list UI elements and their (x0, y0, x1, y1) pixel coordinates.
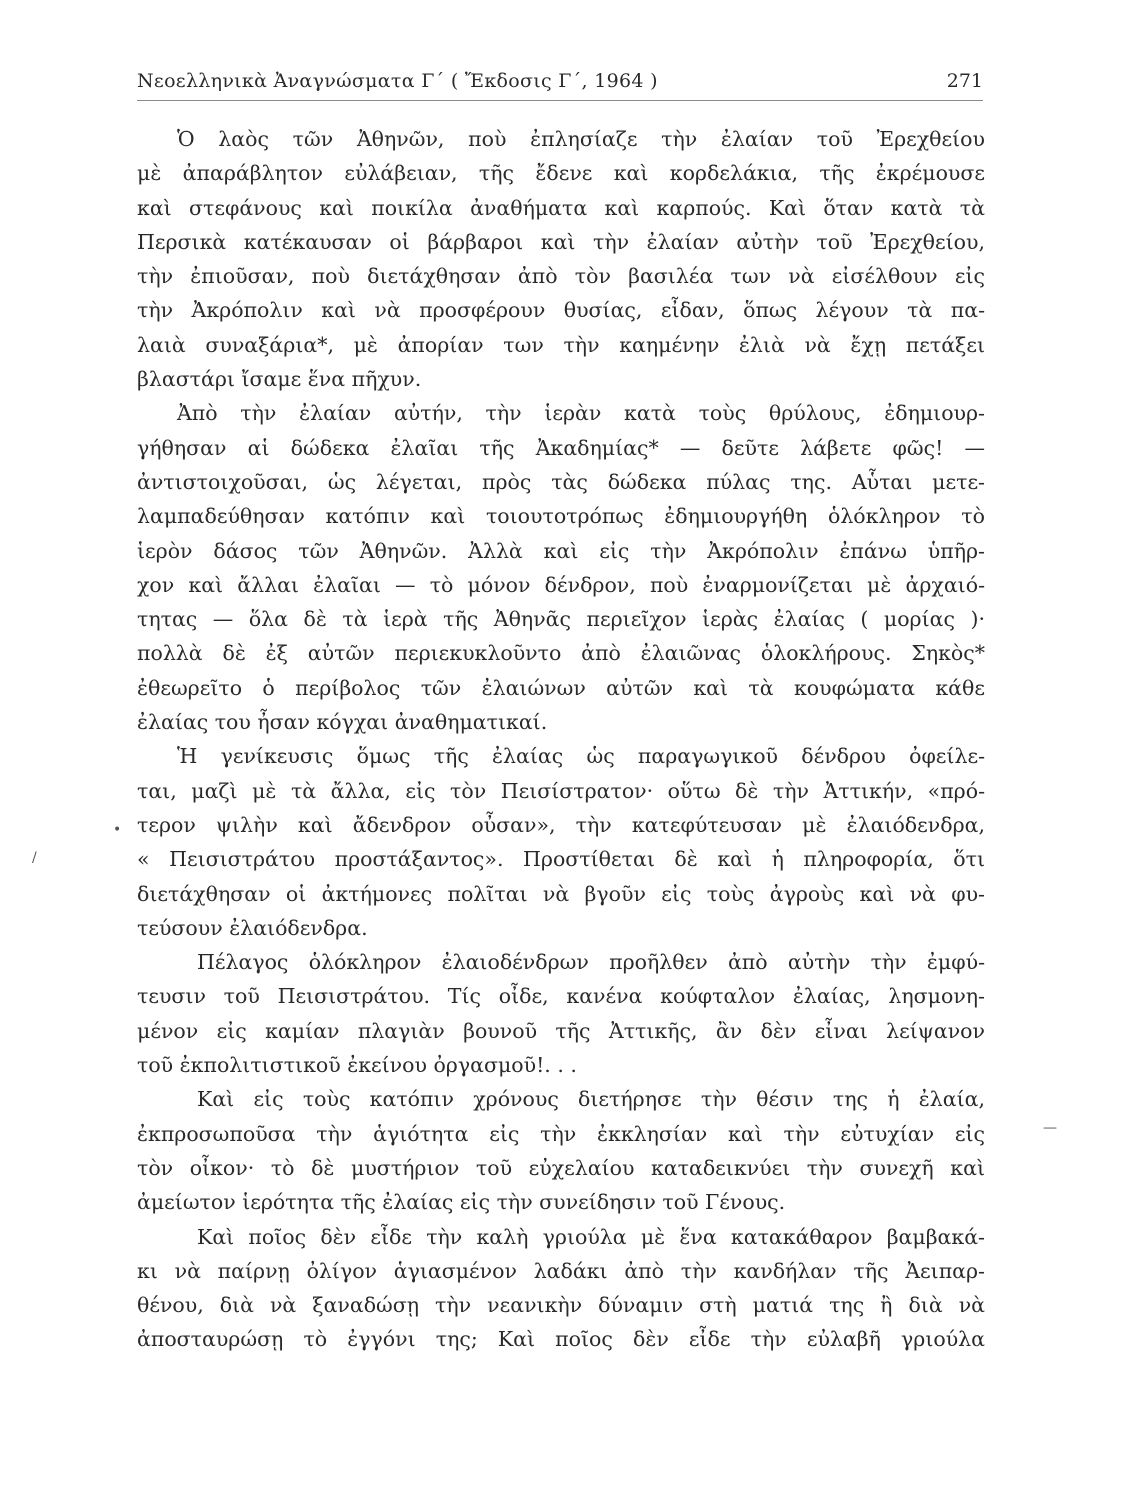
text-line: Πέλαγος ὁλόκληρον ἐλαιοδένδρων προῆλθεν ἀπὸ αὐτὴν τὴν ἐμφύ- (197, 950, 985, 975)
text-line: τευσιν τοῦ Πεισιστράτου. Τίς οἶδε, κανένα κούφταλον ἐλαίας, λησμονη- (137, 984, 985, 1009)
text-line: μὲ ἀπαράβλητον εὐλάβειαν, τῆς ἔδενε καὶ κορδελάκια, τῆς ἐκρέμουσε (137, 161, 985, 186)
text-line: πολλὰ δὲ ἐξ αὐτῶν περιεκυκλοῦντο ἀπὸ ἐλαιῶνας ὁλοκλήρους. Σηκὸς* (137, 641, 985, 666)
text-line: ἀποσταυρώσῃ τὸ ἐγγόνι της; Καὶ ποῖος δὲν εἶδε τὴν εὐλαβῆ γριούλα (137, 1327, 985, 1352)
text-line: ται, μαζὶ μὲ τὰ ἄλλα, εἰς τὸν Πεισίστρατον· οὕτω δὲ τὴν Ἀττικήν, «πρό- (137, 778, 985, 803)
text-line: τερον ψιλὴν καὶ ἄδενδρον οὖσαν», τὴν κατεφύτευσαν μὲ ἐλαιόδενδρα, (137, 812, 985, 837)
text-line: λαιὰ συναξάρια*, μὲ ἀπορίαν των τὴν καημένην ἐλιὰ νὰ ἔχῃ πετάξει (137, 332, 985, 357)
ink-mark: / (32, 850, 37, 866)
text-line: χον καὶ ἄλλαι ἐλαῖαι — τὸ μόνον δένδρον, ποὺ ἐναρμονίζεται μὲ ἀρχαιό- (137, 572, 985, 597)
running-header (137, 66, 983, 101)
text-line: τὴν ἐπιοῦσαν, ποὺ διετάχθησαν ἀπὸ τὸν βασιλέα των νὰ εἰσέλθουν εἰς (137, 264, 985, 289)
text-line: Ὁ λαὸς τῶν Ἀθηνῶν, ποὺ ἐπλησίαζε τὴν ἐλαίαν τοῦ Ἐρεχθείου (177, 127, 985, 151)
paragraph (137, 945, 985, 1082)
text-line: ἐκπροσωποῦσα τὴν ἁγιότητα εἰς τὴν ἐκκλησίαν καὶ τὴν εὐτυχίαν εἰς (137, 1121, 985, 1146)
paragraph (137, 739, 985, 945)
text-line: ἀντιστοιχοῦσαι, ὡς λέγεται, πρὸς τὰς δώδεκα πύλας της. Αὗται μετε- (137, 469, 985, 494)
text-line: ἱερὸν δάσος τῶν Ἀθηνῶν. Ἀλλὰ καὶ εἰς τὴν Ἀκρόπολιν ἐπάνω ὑπῆρ- (137, 538, 985, 563)
text-line: Περσικὰ κατέκαυσαν οἱ βάρβαροι καὶ τὴν ἐλαίαν αὐτὴν τοῦ Ἐρεχθείου, (137, 229, 985, 254)
ink-dash: — (1043, 1120, 1057, 1136)
text-line: Ἀπὸ τὴν ἐλαίαν αὐτήν, τὴν ἱερὰν κατὰ τοὺς θρύλους, ἐδημιουρ- (177, 401, 985, 426)
text-line: διετάχθησαν οἱ ἀκτήμονες πολῖται νὰ βγοῦν εἰς τοὺς ἀγροὺς καὶ νὰ φυ- (137, 881, 985, 906)
text-line: κι νὰ παίρνῃ ὀλίγον ἁγιασμένον λαδάκι ἀπὸ τὴν κανδήλαν τῆς Ἀειπαρ- (137, 1258, 985, 1283)
text-line: μένον εἰς καμίαν πλαγιὰν βουνοῦ τῆς Ἀττικῆς, ἂν δὲν εἶναι λείψανον (137, 1018, 985, 1043)
paragraph (137, 396, 985, 739)
text-line: λαμπαδεύθησαν κατόπιν καὶ τοιουτοτρόπως ἐδημιουργήθη ὁλόκληρον τὸ (137, 504, 985, 529)
text-line: καὶ στεφάνους καὶ ποικίλα ἀναθήματα καὶ καρπούς. Καὶ ὅταν κατὰ τὰ (137, 195, 985, 220)
paragraph (137, 1220, 985, 1357)
paragraph (137, 1082, 985, 1219)
text-line: Καὶ ποῖος δὲν εἶδε τὴν καλὴ γριούλα μὲ ἕνα κατακάθαρον βαμβακά- (197, 1224, 985, 1249)
body-text (137, 122, 985, 1357)
text-line: τητας — ὅλα δὲ τὰ ἱερὰ τῆς Ἀθηνᾶς περιεῖχον ἱερὰς ἐλαίας ( μορίας )· (137, 607, 985, 632)
text-line: βλαστάρι ἴσαμε ἕνα πῆχυν. (137, 367, 422, 392)
text-line: Ἡ γενίκευσις ὅμως τῆς ἐλαίας ὡς παραγωγικοῦ δένδρου ὀφείλε- (177, 744, 985, 769)
text-line: ἐθεωρεῖτο ὁ περίβολος τῶν ἐλαιώνων αὐτῶν καὶ τὰ κουφώματα κάθε (137, 675, 985, 700)
text-line: ἀμείωτον ἱερότητα τῆς ἐλαίας εἰς τὴν συνείδησιν τοῦ Γένους. (137, 1190, 786, 1215)
book-title: Νεοελληνικὰ Ἀναγνώσματα Γ΄ ( Ἔκδοσις Γ΄, 1964 ) (137, 70, 658, 92)
text-line: τεύσουν ἐλαιόδενδρα. (137, 915, 368, 940)
text-line: « Πεισιστράτου προστάξαντος». Προστίθεται δὲ καὶ ἡ πληροφορία, ὅτι (137, 847, 985, 872)
page-number: 271 (946, 70, 983, 92)
paragraph (137, 122, 985, 396)
text-line: τοῦ ἐκπολιτιστικοῦ ἐκείνου ὀργασμοῦ!. . . (137, 1053, 577, 1078)
text-line: ἐλαίας του ἦσαν κόγχαι ἀναθηματικαί. (137, 710, 548, 735)
text-line: θένου, διὰ νὰ ξαναδώσῃ τὴν νεανικὴν δύναμιν στὴ ματιά της ἢ διὰ νὰ (137, 1293, 985, 1318)
text-line: τὸν οἶκον· τὸ δὲ μυστήριον τοῦ εὐχελαίου καταδεικνύει τὴν συνεχῆ καὶ (137, 1155, 985, 1180)
text-line: γήθησαν αἱ δώδεκα ἐλαῖαι τῆς Ἀκαδημίας* — δεῦτε λάβετε φῶς! — (137, 435, 985, 460)
text-line: Καὶ εἰς τοὺς κατόπιν χρόνους διετήρησε τὴν θέσιν της ἡ ἐλαία, (197, 1087, 985, 1112)
ink-dot: • (113, 822, 122, 838)
text-line: τὴν Ἀκρόπολιν καὶ νὰ προσφέρουν θυσίας, εἶδαν, ὅπως λέγουν τὰ πα- (137, 298, 985, 323)
